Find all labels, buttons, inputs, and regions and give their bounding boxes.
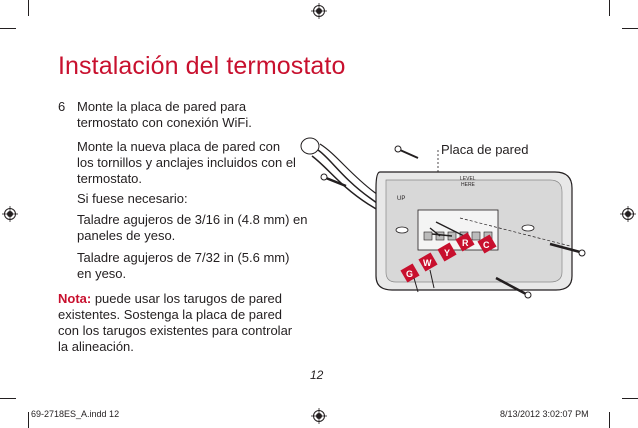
screw-icon: [395, 146, 418, 158]
crop-mark: [609, 412, 610, 428]
paragraph-line: Taladre agujeros de 7/32 in (5.6 mm): [77, 250, 290, 265]
crop-mark: [28, 0, 29, 16]
note-text: puede usar los tarugos de pared: [91, 291, 283, 306]
step-text-line: termostato con conexión WiFi.: [77, 115, 252, 130]
wallplate-illustration: [300, 128, 600, 308]
crop-mark: [622, 28, 638, 29]
note-line: con los tarugos existentes para controlar: [58, 323, 293, 338]
figure-callout: Placa de pared: [441, 142, 529, 157]
level-label: LEVEL: [460, 176, 476, 182]
svg-text:R: R: [462, 238, 469, 248]
paragraph-line: en yeso.: [77, 266, 127, 281]
registration-mark-icon: [620, 206, 636, 222]
note-line: existentes. Sostenga la placa de pared: [58, 307, 283, 322]
registration-mark-icon: [311, 3, 327, 19]
crop-mark: [28, 412, 29, 428]
svg-text:W: W: [423, 258, 432, 268]
paragraph-line: paneles de yeso.: [77, 228, 176, 243]
paragraph-line: Monte la nueva placa de pared con: [77, 139, 281, 154]
registration-mark-icon: [311, 408, 327, 424]
note-line: la alineación.: [58, 339, 134, 354]
svg-text:Y: Y: [444, 248, 451, 258]
slug-date: 8/13/2012 3:02:07 PM: [500, 409, 589, 419]
crop-mark: [0, 28, 16, 29]
crop-mark: [0, 398, 16, 399]
page-number: 12: [310, 368, 324, 382]
crop-mark: [622, 398, 638, 399]
paragraph-line: Si fuese necesario:: [77, 191, 188, 206]
paragraph-line: los tornillos y anclajes incluidos con el: [77, 155, 296, 170]
page-title: Instalación del termostato: [58, 52, 346, 80]
paragraph-line: termostato.: [77, 171, 143, 186]
svg-text:C: C: [483, 240, 490, 250]
crop-mark: [609, 0, 610, 16]
svg-text:G: G: [406, 269, 414, 279]
slug-filename: 69-2718ES_A.indd 12: [31, 409, 120, 419]
registration-mark-icon: [2, 206, 18, 222]
note-label: Nota:: [58, 291, 92, 306]
step-text-line: Monte la placa de pared para: [77, 99, 247, 114]
paragraph-line: Taladre agujeros de 3/16 in (4.8 mm) en: [77, 212, 308, 227]
note-line: [58, 291, 282, 307]
step-number: 6: [58, 99, 66, 114]
level-label: HERE: [461, 182, 475, 188]
up-label: UP: [397, 196, 406, 202]
